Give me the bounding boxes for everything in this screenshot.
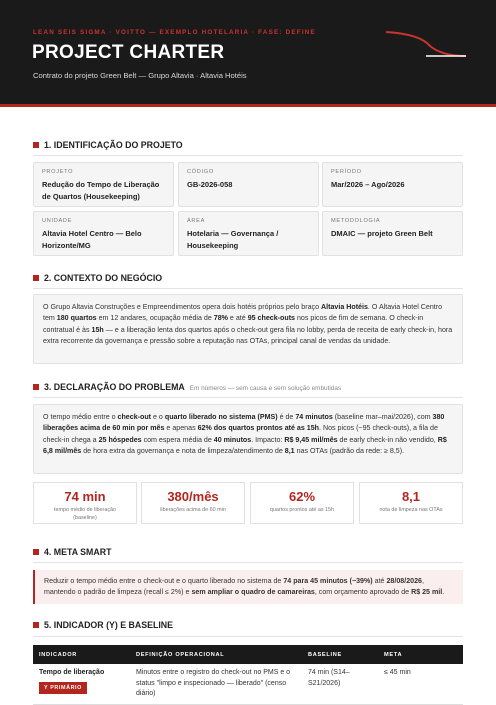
section-goal-title: 4. META SMART xyxy=(33,547,111,557)
column-header: META xyxy=(378,645,463,664)
decorative-curve-icon xyxy=(380,26,470,66)
column-header: BASELINE xyxy=(302,645,378,664)
table-row xyxy=(33,664,463,704)
problem-text: O tempo médio entre o check-out e o quarto liberado no sistema (PMS) é de 74 minutos (baseline mar–mai/2026), com 380 liberações acima de 60 min por mês e apenas 62% dos quartos prontos até as 15h. Nos picos (~95 check-outs), a fila de check-in chega a 25 hóspedes com espera média de 40 minutos. Impacto: R$ 9,45 mil/mês de early check-in não vendido, R$ 6,8 mil/mês de hora extra da governança e nota de limpeza/atendimento de 8,1 nas OTAs (padrão da rede: ≥ 8,5). xyxy=(33,404,463,474)
kpi-card xyxy=(141,482,245,524)
kpi-caption: liberações acima de 60 min xyxy=(160,507,226,513)
header-banner xyxy=(0,0,496,104)
card-metodologia: METODOLOGIA DMAIC — projeto Green Belt xyxy=(322,211,463,256)
header-kicker: LEAN SEIS SIGMA · VOITTO — EXEMPLO HOTELARIA · FASE: DEFINE xyxy=(33,29,316,36)
kpi-value: 62% xyxy=(288,489,316,504)
section-identification-title: 1. IDENTIFICAÇÃO DO PROJETO xyxy=(33,140,183,150)
header-accent-bar xyxy=(0,104,496,107)
card-area: ÁREA Hotelaria — Governança / Housekeeping xyxy=(178,211,319,256)
goal-cell: ≤ 45 min xyxy=(378,664,463,704)
definition-cell: Minutos entre o registro do check-out no PMS e o status "limpo e inspecionado — liberado" (censo diário) xyxy=(130,664,302,704)
card-periodo: PERÍODO Mar/2026 – Ago/2026 xyxy=(322,162,463,207)
kpi-value: 380/mês xyxy=(167,489,219,504)
kpi-caption: quartos prontos até as 15h xyxy=(269,507,335,513)
table-header-row xyxy=(33,645,463,664)
goal-text: Reduzir o tempo médio entre o check-out e o quarto liberado no sistema de 74 para 45 minutos (−39%) até 28/08/2026, mantendo o padrão de limpeza (recall ≤ 2%) e sem ampliar o quadro de camareiras, com orçamento aprovado de R$ 25 mil. xyxy=(33,570,463,604)
kpi-card xyxy=(250,482,354,524)
page-subtitle: Contrato do projeto Green Belt — Grupo Altavia · Altavia Hotéis xyxy=(33,71,247,80)
section-marker-icon xyxy=(33,384,39,390)
context-text: O Grupo Altavia Construções e Empreendimentos opera dois hotéis próprios pelo braço Altavia Hotéis. O Altavia Hotel Centro tem 180 quartos em 12 andares, ocupação média de 78% e até 95 check-outs nos picos de fim de semana. O check-in contratual é às 15h — e a liberação lenta dos quartos após o check-out gera fila no lobby, perda de receita de early check-in, hora extra recorrente da governança e pressão sobre a reputação nas OTAs, principal canal de vendas da unidade. xyxy=(33,294,463,364)
column-header: INDICADOR xyxy=(33,645,130,664)
kpi-card xyxy=(33,482,137,524)
baseline-cell: 74 min (S14–S21/2026) xyxy=(302,664,378,704)
divider xyxy=(33,636,463,637)
section-marker-icon xyxy=(33,275,39,281)
divider xyxy=(33,288,463,289)
kpi-value: 74 min xyxy=(64,489,106,504)
card-unidade: UNIDADE Altavia Hotel Centro — Belo Horizonte/MG xyxy=(33,211,174,256)
column-header: DEFINIÇÃO OPERACIONAL xyxy=(130,645,302,664)
card-projeto: PROJETO Redução do Tempo de Liberação de Quartos (Housekeeping) xyxy=(33,162,174,207)
divider xyxy=(33,155,463,156)
card-codigo: CÓDIGO GB-2026-058 xyxy=(178,162,319,207)
divider xyxy=(33,397,463,398)
kpi-caption: nota de limpeza nas OTAs xyxy=(379,507,443,513)
kpi-card xyxy=(359,482,463,524)
status-badge: Y PRIMÁRIO xyxy=(39,682,87,695)
section-marker-icon xyxy=(33,622,39,628)
page-title: PROJECT CHARTER xyxy=(32,42,225,63)
section-indicator-title: 5. INDICADOR (Y) E BASELINE xyxy=(33,620,173,630)
section-problem-title: 3. DECLARAÇÃO DO PROBLEMA Em números — sem causa e sem solução embutidas xyxy=(33,382,341,392)
section-context-title: 2. CONTEXTO DO NEGÓCIO xyxy=(33,273,162,283)
kpi-caption: tempo médio de liberação (baseline) xyxy=(53,507,117,521)
kpi-value: 8,1 xyxy=(401,489,421,504)
indicator-cell: Tempo de liberação Y PRIMÁRIO xyxy=(33,664,130,704)
section-marker-icon xyxy=(33,142,39,148)
section-marker-icon xyxy=(33,549,39,555)
indicator-table xyxy=(33,645,463,705)
divider xyxy=(33,562,463,563)
section-problem-note: Em números — sem causa e sem solução embutidas xyxy=(189,385,342,392)
